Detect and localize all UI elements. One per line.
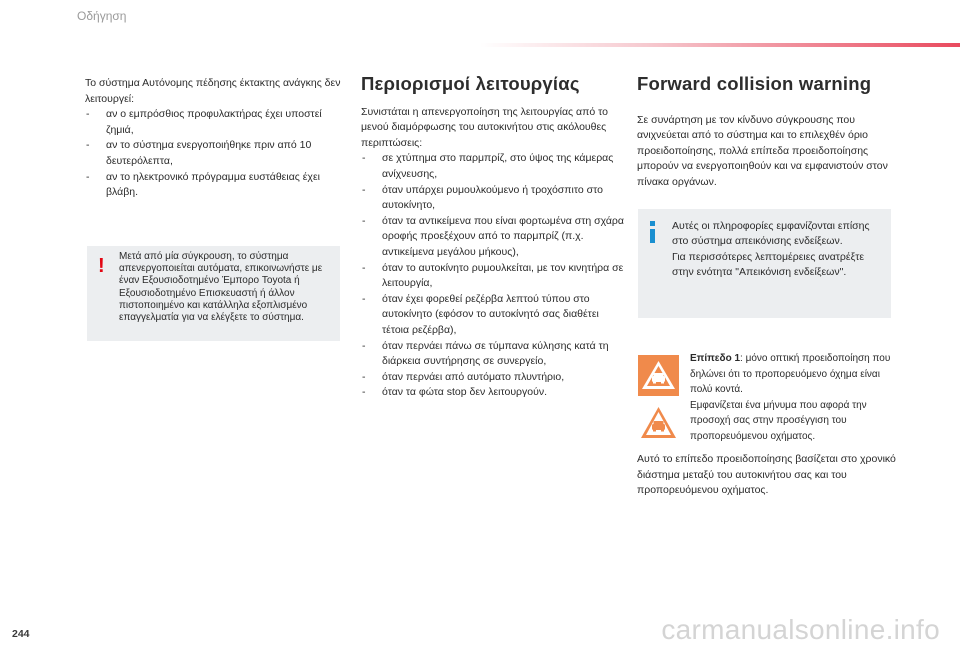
col1-intro: Το σύστημα Αυτόνομης πέδησης έκτακτης ανάγκης δεν λειτουργεί: <box>85 77 341 105</box>
list-item: - όταν περνάει πάνω σε τύμπανα κύλησης κατά τη διάρκεια συντήρησης σε συνεργείο, <box>361 339 626 370</box>
list-item: - σε χτύπημα στο παρμπρίζ, στο ύψος της κάμερας ανίχνευσης, <box>361 151 626 182</box>
info-box <box>638 209 891 318</box>
col2-intro: Συνιστάται η απενεργοποίηση της λειτουργίας από το μενού διαμόρφωσης του αυτοκινήτου στις ακόλουθες περιπτώσεις: <box>361 105 608 149</box>
list-item: - αν ο εμπρόσθιος προφυλακτήρας έχει υποστεί ζημιά, <box>85 107 345 138</box>
info-icon <box>648 221 657 243</box>
closing-paragraph: Αυτό το επίπεδο προειδοποίησης βασίζεται στο χρονικό διάστημα μεταξύ του αυτοκινήτου σας και του προπορευόμενου οχήματος. <box>637 453 896 497</box>
collision-alert-outline-icon <box>638 403 679 443</box>
collision-alert-filled-icon <box>638 355 679 396</box>
list-item: - όταν έχει φορεθεί ρεζέρβα λεπτού τύπου στο αυτοκίνητο (εφόσον το αυτοκίνητό σας διαθέτει τέτοια ρεζέρβα), <box>361 292 626 339</box>
header-accent-bar <box>480 43 960 47</box>
watermark: carmanualsonline.info <box>661 614 940 645</box>
list-item: - όταν τα φώτα stop δεν λειτουργούν. <box>361 385 626 401</box>
list-item: - όταν τα αντικείμενα που είναι φορτωμένα στη σχάρα οροφής προεξέχουν από το παρμπρίζ (π.χ. αντικείμενα μεγάλου μήκους), <box>361 214 626 261</box>
column-3 <box>637 73 897 191</box>
page-number: 244 <box>12 628 30 640</box>
section-heading-forward-collision: Forward collision warning <box>637 73 872 94</box>
header-title: Οδήγηση <box>77 9 127 23</box>
warning-box <box>87 246 340 341</box>
list-item: - όταν περνάει από αυτόματο πλυντήριο, <box>361 370 626 386</box>
level-description <box>690 351 895 445</box>
level-label: Επίπεδο 1 <box>690 353 741 364</box>
warning-text: Μετά από μία σύγκρουση, το σύστημα απενεργοποιείται αυτόματα, επικοινωνήστε με έναν Εξουσιοδοτημένο Έμπορο Toyota ή Εξουσιοδοτημένο Επισκευαστή ή άλλον πιστοποιημένο και κατάλληλα εξοπλισμένο επαγγελματία για να ελέγξετε το σύστημα. <box>119 251 323 324</box>
list-item: - όταν υπάρχει ρυμουλκούμενο ή τροχόσπιτο στο αυτοκίνητο, <box>361 183 626 214</box>
column-2 <box>361 73 626 401</box>
list-item: - αν το σύστημα ενεργοποιήθηκε πριν από 10 δευτερόλεπτα, <box>85 138 345 169</box>
list-item: - αν το ηλεκτρονικό πρόγραμμα ευστάθειας έχει βλάβη. <box>85 170 345 201</box>
list-item: - όταν το αυτοκίνητο ρυμουλκείται, με τον κινητήρα σε λειτουργία, <box>361 261 626 292</box>
section-heading-limitations: Περιορισμοί λειτουργίας <box>361 73 580 94</box>
col1-list <box>85 107 345 201</box>
col2-list <box>361 151 626 401</box>
info-text: Αυτές οι πληροφορίες εμφανίζονται επίσης στο σύστημα απεικόνισης ενδείξεων. Για περισσότερες λεπτομέρειες ανατρέξτε στην ενότητα "Απεικόνιση ενδείξεων". <box>672 220 870 279</box>
col3-intro: Σε συνάρτηση με τον κίνδυνο σύγκρουσης που ανιχνεύεται από το σύστημα και το επιλεχθέν όριο προειδοποίησης, πολλά επίπεδα προειδοποίησης μπορούν να ενεργοποιηθούν και να εμφανιστούν στον πίνακα οργάνων. <box>637 113 888 188</box>
column-1 <box>85 76 345 201</box>
level-text: : μόνο οπτική προειδοποίηση που δηλώνει ότι το προπορευόμενο όχημα είναι πολύ κοντά. Εμφανίζεται ένα μήνυμα που αφορά την προσοχή σας στην προσέγγιση του προπορευόμενου οχήματος. <box>690 353 891 442</box>
exclamation-warning-icon: ! <box>98 255 105 277</box>
